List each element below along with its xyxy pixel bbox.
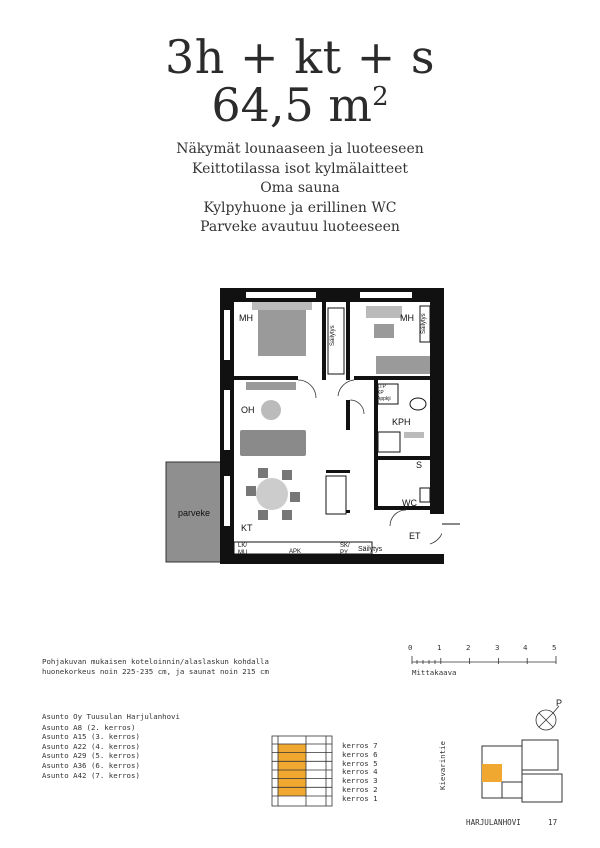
scale-tick: 1: [437, 643, 442, 652]
scale-tick: 5: [552, 643, 557, 652]
scale-bar: [404, 644, 564, 668]
feature-item: Kylpyhuone ja erillinen WC: [203, 199, 397, 216]
fixture-label-apk: APK: [289, 549, 302, 555]
feature-item: Keittotilassa isot kylmälaitteet: [191, 160, 409, 177]
area-unit-sup: 2: [372, 82, 389, 112]
floor-plan: [150, 280, 460, 570]
scale-tick: 2: [466, 643, 471, 652]
fixture-label-ltp: LTP KP Appkji: [377, 384, 391, 402]
apartment-item: Asunto A15 (3. kerros): [42, 732, 140, 742]
storage-label: Säilytys: [421, 313, 427, 334]
feature-item: Oma sauna: [260, 180, 340, 196]
floor-label: kerros 2: [342, 784, 378, 794]
floor-label: kerros 6: [342, 749, 378, 759]
apartment-item: Asunto A8 (2. kerros): [42, 722, 136, 732]
fixture-label-sk-py: SK/ PY: [340, 543, 350, 556]
room-label-s: S: [416, 460, 423, 470]
ceiling-height-note: [42, 657, 269, 677]
floor-label: kerros 1: [342, 793, 378, 803]
building-section: [266, 730, 338, 810]
note-line: huonekorkeus noin 225-235 cm, ja saunat noin 215 cm: [42, 667, 269, 676]
apartment-item: Asunto A36 (6. kerros): [42, 760, 140, 770]
scale-tick: 3: [495, 643, 500, 652]
footer-page-number: 17: [548, 818, 558, 827]
apartment-area: [0, 78, 600, 132]
apartment-item: Asunto A42 (7. kerros): [42, 770, 140, 780]
room-label-kph: KPH: [392, 417, 411, 427]
site-plan: [478, 736, 568, 806]
street-label: Kievarintie: [438, 741, 447, 790]
apartment-list: [42, 712, 180, 780]
feature-list: [0, 140, 600, 238]
floor-label: kerros 4: [342, 767, 378, 777]
room-label-kt: KT: [241, 523, 253, 533]
room-label-mh2: MH: [400, 313, 414, 323]
room-label-wc: WC: [402, 498, 417, 508]
room-label-mh1: MH: [239, 313, 253, 323]
scale-label: Mittakaava: [412, 668, 457, 677]
note-line: Pohjakuvan mukaisen koteloinnin/alaslaskun kohdalla: [42, 657, 269, 666]
north-arrow-icon: [532, 698, 572, 738]
storage-label: Säilytys: [358, 546, 383, 553]
fixture-label-lk-mu: LK/ MU: [238, 543, 248, 556]
floor-label: kerros 7: [342, 741, 378, 750]
floor-list: [342, 742, 378, 804]
scale-tick: 0: [408, 643, 413, 652]
scale-tick: 4: [523, 643, 528, 652]
apartment-item: Asunto A22 (4. kerros): [42, 741, 140, 751]
apartment-item: Asunto A29 (5. kerros): [42, 751, 140, 761]
floor-label: kerros 5: [342, 758, 378, 768]
area-value: 64,5 m: [211, 78, 373, 132]
room-label-et: ET: [409, 531, 421, 541]
footer-project: HARJULANHOVI: [466, 818, 521, 827]
site-highlight: [482, 764, 502, 782]
room-label-oh: OH: [241, 405, 255, 415]
feature-item: Parveke avautuu luoteeseen: [200, 219, 400, 235]
apartment-type: 3h + kt + s: [165, 30, 435, 84]
feature-item: Näkymät lounaaseen ja luoteeseen: [176, 141, 424, 157]
company-name: Asunto Oy Tuusulan Harjulanhovi: [42, 712, 180, 721]
room-label-parveke: parveke: [178, 508, 211, 518]
bed-furniture: [258, 306, 306, 356]
floor-label: kerros 3: [342, 776, 378, 786]
storage-label: Säilytys: [330, 325, 336, 346]
north-label: P: [556, 698, 563, 708]
